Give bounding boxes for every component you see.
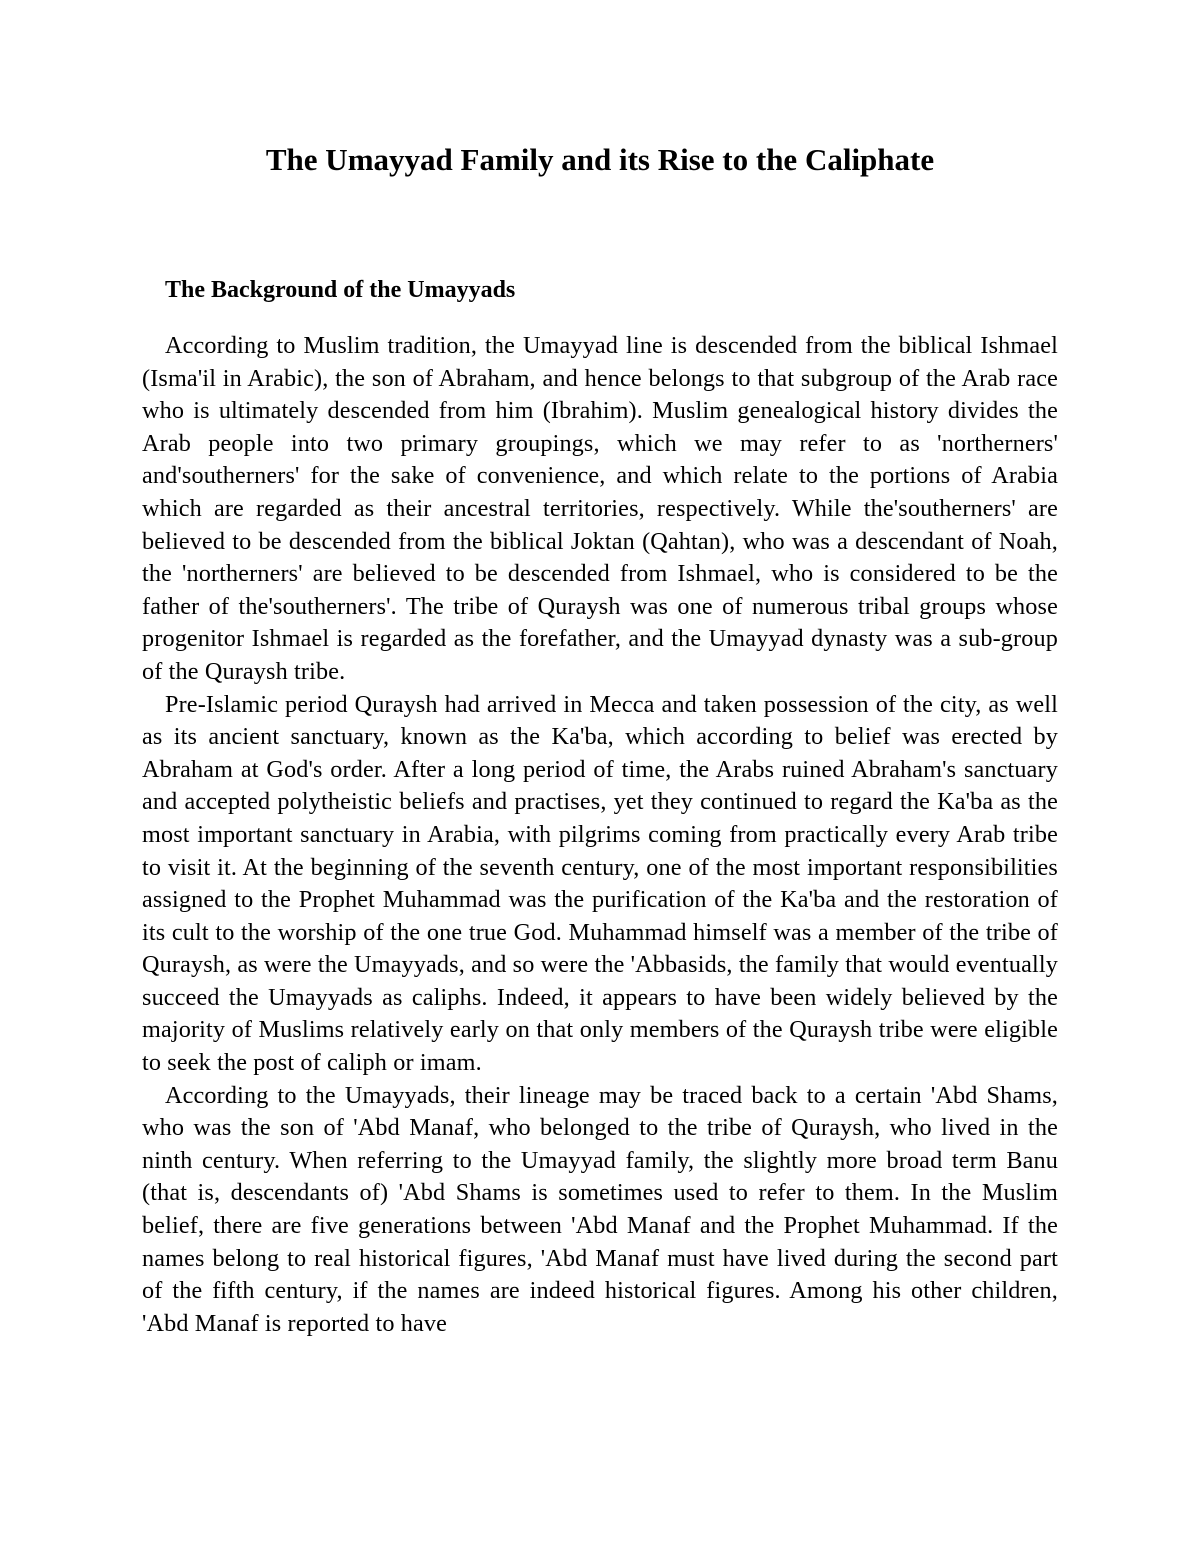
document-title: The Umayyad Family and its Rise to the Caliphate [265, 142, 935, 177]
section-heading: The Background of the Umayyads [165, 277, 516, 303]
body-text [142, 330, 1058, 1340]
paragraph-3: According to the Umayyads, their lineage may be traced back to a certain 'Abd Shams, who was the son of 'Abd Manaf, who belonged to the tribe of Quraysh, who lived in the ninth century. When referring to the Umayyad family, the slightly more broad term Banu (that is, descendants of) 'Abd Shams is sometimes used to refer to them. In the Muslim belief, there are five generations between 'Abd Manaf and the Prophet Muhammad. If the names belong to real historical figures, 'Abd Manaf must have lived during the second part of the fifth century, if the names are indeed historical figures. Among his other children, 'Abd Manaf is reported to have [142, 1081, 1058, 1337]
paragraph-2: Pre-Islamic period Quraysh had arrived in Mecca and taken possession of the city, as well as its ancient sanctuary, known as the Ka'ba, which according to belief was erected by Abraham at God's order. After a long period of time, the Arabs ruined Abraham's sanctuary and accepted polytheistic beliefs and practises, yet they continued to regard the Ka'ba as the most important sanctuary in Arabia, with pilgrims coming from practically every Arab tribe to visit it. At the beginning of the seventh century, one of the most important responsibilities assigned to the Prophet Muhammad was the purification of the Ka'ba and the restoration of its cult to the worship of the one true God. Muhammad himself was a member of the tribe of Quraysh, as were the Umayyads, and so were the 'Abbasids, the family that would eventually succeed the Umayyads as caliphs. Indeed, it appears to have been widely believed by the majority of Muslims relatively early on that only members of the Quraysh tribe were eligible to seek the post of caliph or imam. [142, 690, 1058, 1077]
paragraph-1: According to Muslim tradition, the Umayyad line is descended from the biblical Ishmael (Isma'il in Arabic), the son of Abraham, and hence belongs to that subgroup of the Arab race who is ultimately descended from him (Ibrahim). Muslim genealogical history divides the Arab people into two primary groupings, which we may refer to as 'northerners' and'southerners' for the sake of convenience, and which relate to the portions of Arabia which are regarded as their ancestral territories, respectively. While the'southerners' are believed to be descended from the biblical Joktan (Qahtan), who was a descendant of Noah, the 'northerners' are believed to be descended from Ishmael, who is considered to be the father of the'southerners'. The tribe of Quraysh was one of numerous tribal groups whose progenitor Ishmael is regarded as the forefather, and the Umayyad dynasty was a sub-group of the Quraysh tribe. [142, 332, 1058, 685]
